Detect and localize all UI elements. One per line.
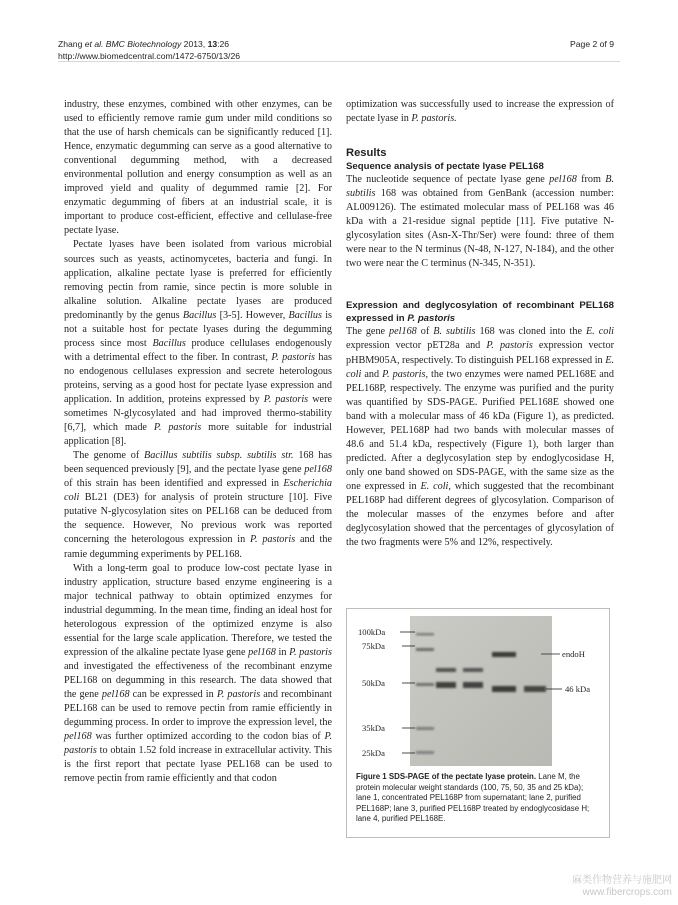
subsection-heading-sequence: Sequence analysis of pectate lyase PEL168 — [346, 161, 544, 173]
paragraph-left-4: With a long-term goal to produce low-cost pectate lyase in industry application, structure based enzyme engineering is a major technical pathway to obtain optimized enzymes for industrial degumming. In the mean time, finding an ideal host for heterologous expression of the optimized enzyme is also essential for the large scale application. Therefore, we tested the expression of the alkaline pectate lyase gene pel168 in P. pastoris and investigated the effectiveness of the recombinant enzyme PEL168 on degumming in this research. The data showed that the gene pel168 can be expressed in P. pastoris and recombinant PEL168 can be used to remove pectin from ramie efficiently in degumming process. In order to improve the expression level, the pel168 was further optimized according to the codon bias of P. pastoris to obtain 1.52 fold increase in extracellular activity. This is the first report that pectate lyase PEL168 can be used to remove pectin from ramie efficiently and that codon — [64, 562, 332, 785]
figure-1-caption — [356, 772, 600, 825]
marker-band-100 — [416, 633, 434, 636]
subsection-heading-expression: Expression and deglycosylation of recombinant PEL168 expressed in P. pastoris — [346, 300, 614, 325]
lane3-endoh-band — [492, 652, 516, 657]
running-header — [58, 38, 240, 62]
article-url[interactable]: http://www.biomedcentral.com/1472-6750/13/26 — [58, 51, 241, 61]
lane1-band-upper — [436, 668, 456, 672]
figure-1-caption-text: Lane M, the protein molecular weight standards (100, 75, 50, 35 and 25 kDa); lane 1, concentrated PEL168P from supernatant; lane 2, purified PEL168P; lane 3, purified PEL168P treated by endoglycosidase H; lane 4, purified PEL168E. — [356, 772, 590, 824]
lane2-band-lower — [463, 682, 483, 688]
marker-label-35: 35kDa — [362, 723, 385, 733]
watermark-line-1: 麻类作物营养与施肥网 — [572, 875, 672, 886]
sds-page-gel-figure — [346, 612, 608, 770]
marker-band-75 — [416, 648, 434, 651]
paragraph-left-2: Pectate lyases have been isolated from various microbial sources such as yeasts, actinomycetes, bacteria and fungi. In application, alkaline pectate lyase is preferred for efficiently removing pectin from ramie, since pectin is more soluble in alkaline solution. Alkaline pectate lyases are produced predominantly by the genus Bacillus [3-5]. However, Bacillus is not a suitable host for pectate lyases during the degumming process since most Bacillus produce cellulases endogenously with a detrimental effect to the fiber. In contrast, P. pastoris has no endogenous cellulases expression and secrete heterologous proteins, serving as a good host for pectate lyase expression and application. In addition, proteins expressed by P. pastoris were sometimes N-glycosylated and had improved thermo-stability [6,7], which made P. pastoris more suitable for industrial application [8]. — [64, 239, 333, 448]
lane4-band — [524, 686, 546, 692]
marker-label-25: 25kDa — [362, 748, 385, 758]
marker-band-25 — [416, 751, 434, 754]
marker-label-50: 50kDa — [362, 678, 385, 688]
intro-continuation: optimization was successfully used to increase the expression of pectate lyase in P. pastoris. — [346, 99, 614, 125]
citation: Zhang et al. BMC Biotechnology 2013, 13:26 — [58, 39, 230, 49]
site-watermark — [572, 875, 672, 899]
paragraph-expression: The gene pel168 of B. subtilis 168 was cloned into the E. coli expression vector pET28a and P. pastoris expression vector pHBM905A, respectively. To distinguish PEL168 expressed in E. coli and P. pastoris, the two enzymes were named PEL168E and PEL168P, respectively. The enzyme was purified and the purity was quantified by SDS-PAGE. Purified PEL168E showed one band with a molecular mass of 46 kDa (Figure 1), as predicted. However, PEL168P had two bands with molecular masses of 48.6 and 51.4 kDa, respectively (Figure 1), both larger than predicted. After a deglycosylation step by endoglycosidase H, only one band showed on SDS-PAGE, with the same size as the one expressed in E. coli, which suggested that the recombinant PEL168P had different degrees of glycosylation. Comparison of the molecular masses of the enzymes before and after deglycosylation showed that the percentages of glycosylation of the two fragments were 5% and 12%, respectively. — [346, 326, 615, 549]
left-text-column — [64, 98, 332, 786]
results-heading: Results — [346, 147, 387, 160]
marker-label-100: 100kDa — [358, 627, 386, 637]
watermark-line-2: www.fibercrops.com — [582, 887, 672, 898]
marker-label-75: 75kDa — [362, 641, 385, 651]
lane1-band-lower — [436, 682, 456, 688]
endoh-label: endoH — [562, 649, 585, 659]
right-text-column — [346, 98, 614, 550]
figure-1-title: Figure 1 SDS-PAGE of the pectate lyase protein. — [356, 772, 537, 781]
lane3-band — [492, 686, 516, 692]
marker-band-50 — [416, 683, 434, 686]
page-number: Page 2 of 9 — [570, 39, 614, 49]
kda46-label: 46 kDa — [565, 684, 591, 694]
marker-band-35 — [416, 727, 434, 730]
paragraph-left-3: The genome of Bacillus subtilis subsp. subtilis str. 168 has been sequenced previously [9], and the pectate lyase gene pel168 of this strain has been identified and expressed in Escherichia coli BL21 (DE3) for analysis of protein structure [10]. Five putative N-glycosylation sites on PEL168 can be deduced from the sequence. However, No previous work was reported concerning the heterologous expression in P. pastoris and the ramie degumming experiments by PEL168. — [64, 450, 333, 560]
paragraph-left-1: industry, these enzymes, combined with other enzymes, can be used to efficiently remove ramie gum under mild conditions so that the use of harsh chemicals can be significantly reduced [1]. Hence, enzymatic degumming can serve as a good alternative to conventional degumming method, with a decreased environmental pollution and energy consumption as well as an improved yield and quality of degummed ramie [2]. For enzymatic degumming of fibers at an industrial scale, it is important to produce cost-efficient, effective and cellulase-free pectate lyase. — [64, 99, 332, 237]
paragraph-sequence-analysis: The nucleotide sequence of pectate lyase gene pel168 from B. subtilis 168 was obtained from GenBank (accession number: AL009126). The estimated molecular mass of PEL168 was 46 kDa with a 21-residue signal peptide [11]. Five putative N-glycosylation sites (Asn-X-Thr/Ser) were found: three of them were near to the N terminus (N-48, N-127, N-184), and the other two were near the C terminus (N-345, N-351). — [346, 174, 615, 270]
lane2-band-upper — [463, 668, 483, 672]
header-divider — [58, 61, 620, 62]
